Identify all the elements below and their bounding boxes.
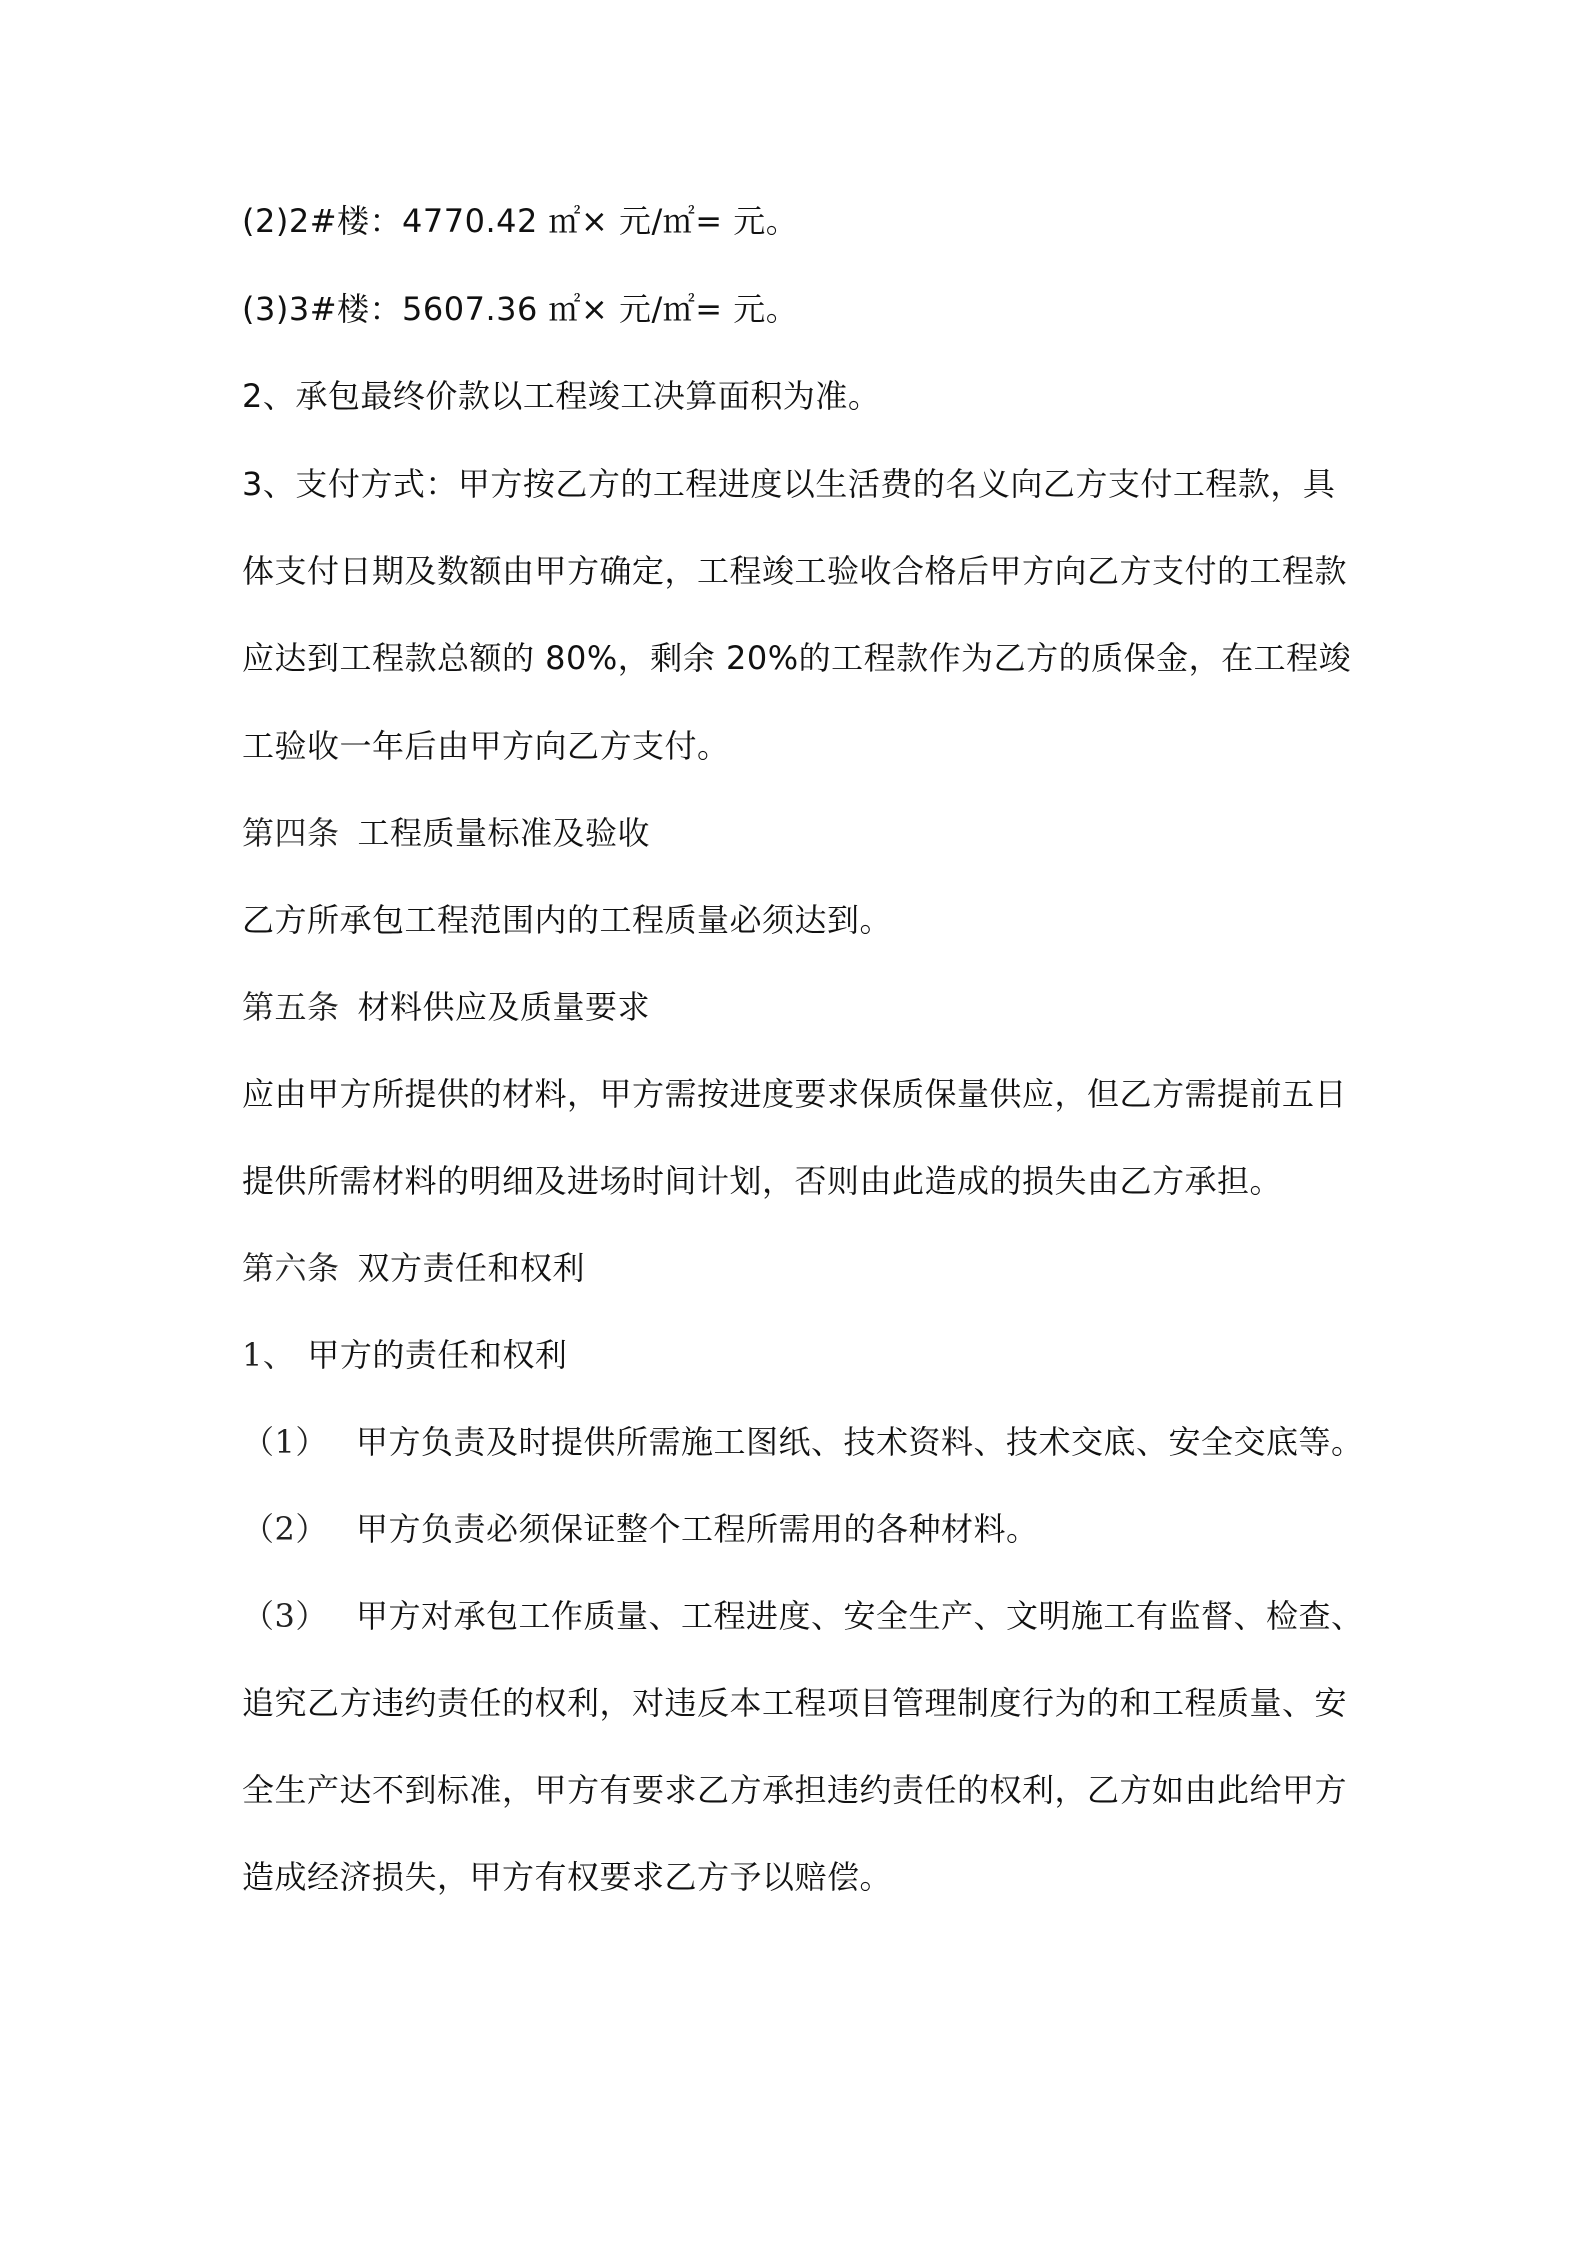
- subitem-1-number: （1）: [242, 1423, 328, 1461]
- text-line-materials-2: 提供所需材料的明细及进场时间计划，否则由此造成的损失由乙方承担。: [242, 1162, 1283, 1200]
- text-line-building-3: (3)3#楼：5607.36 ㎡× 元/㎡= 元。: [242, 290, 799, 328]
- article-4-label: 第四条: [242, 814, 340, 852]
- article-5-title: 材料供应及质量要求: [357, 988, 651, 1026]
- subitem-2-text: 甲方负责必须保证整个工程所需用的各种材料。: [356, 1510, 1039, 1548]
- section-1-number: 1、: [242, 1336, 296, 1374]
- article-6-label: 第六条: [242, 1249, 340, 1287]
- article-4-title: 工程质量标准及验收: [357, 814, 651, 852]
- text-line-payment-3: 应达到工程款总额的 80%，剩余 20%的工程款作为乙方的质保金，在工程竣: [242, 639, 1352, 677]
- section-1-title: 甲方的责任和权利: [307, 1336, 568, 1374]
- text-line-final-price: 2、承包最终价款以工程竣工决算面积为准。: [242, 377, 881, 415]
- subitem-1: [242, 1420, 1364, 1464]
- section-1-heading: [242, 1333, 1352, 1377]
- text-line-building-2: (2)2#楼：4770.42 ㎡× 元/㎡= 元。: [242, 202, 799, 240]
- article-6-heading: [242, 1246, 1352, 1290]
- subitem-2: [242, 1507, 1352, 1551]
- subitem-3: [242, 1594, 1364, 1638]
- article-6-title: 双方责任和权利: [357, 1249, 586, 1287]
- text-line-payment-4: 工验收一年后由甲方向乙方支付。: [242, 727, 730, 765]
- text-line-quality: 乙方所承包工程范围内的工程质量必须达到。: [242, 901, 893, 939]
- subitem-3-text: 甲方对承包工作质量、工程进度、安全生产、文明施工有监督、检查、: [356, 1597, 1364, 1635]
- text-line-rights-2: 追究乙方违约责任的权利，对违反本工程项目管理制度行为的和工程质量、安: [242, 1684, 1348, 1722]
- subitem-3-number: （3）: [242, 1597, 328, 1635]
- article-5-label: 第五条: [242, 988, 340, 1026]
- text-line-rights-4: 造成经济损失，甲方有权要求乙方予以赔偿。: [242, 1858, 893, 1896]
- text-line-payment-1: 3、支付方式：甲方按乙方的工程进度以生活费的名义向乙方支付工程款，具: [242, 465, 1336, 503]
- text-line-rights-3: 全生产达不到标准，甲方有要求乙方承担违约责任的权利，乙方如由此给甲方: [242, 1771, 1348, 1809]
- article-5-heading: [242, 985, 1352, 1029]
- subitem-2-number: （2）: [242, 1510, 328, 1548]
- text-line-materials-1: 应由甲方所提供的材料，甲方需按进度要求保质保量供应，但乙方需提前五日: [242, 1075, 1348, 1113]
- subitem-1-text: 甲方负责及时提供所需施工图纸、技术资料、技术交底、安全交底等。: [356, 1423, 1364, 1461]
- article-4-heading: [242, 811, 1352, 855]
- text-line-payment-2: 体支付日期及数额由甲方确定，工程竣工验收合格后甲方向乙方支付的工程款: [242, 552, 1348, 590]
